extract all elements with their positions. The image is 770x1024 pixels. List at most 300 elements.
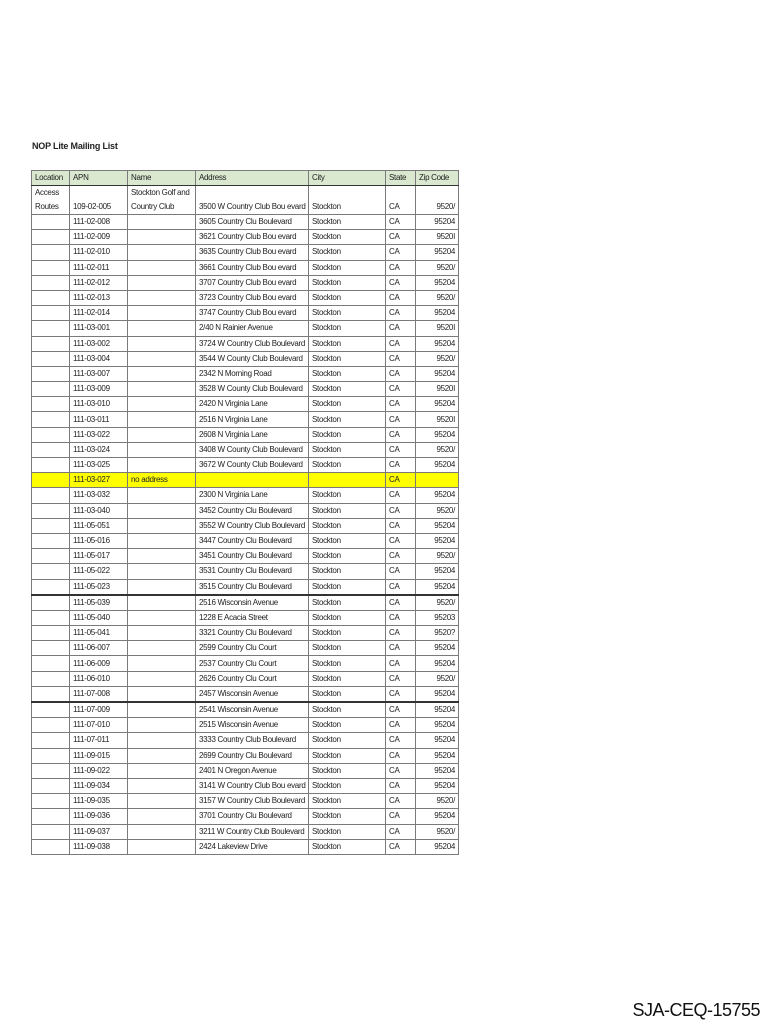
table-row bbox=[32, 564, 459, 579]
location-cell: Access Routes bbox=[32, 186, 70, 215]
apn-cell: 111-02-009 bbox=[70, 230, 128, 245]
apn-cell: 111-09-037 bbox=[70, 824, 128, 839]
address-cell: 3333 Country Club Boulevard bbox=[196, 733, 309, 748]
location-cell bbox=[32, 671, 70, 686]
location-cell bbox=[32, 336, 70, 351]
zip-cell: 95204 bbox=[416, 518, 459, 533]
apn-cell: 111-02-011 bbox=[70, 260, 128, 275]
table-row bbox=[32, 336, 459, 351]
city-cell: Stockton bbox=[309, 626, 386, 641]
city-cell: Stockton bbox=[309, 610, 386, 625]
apn-cell: 111-09-036 bbox=[70, 809, 128, 824]
table-row bbox=[32, 579, 459, 595]
city-cell: Stockton bbox=[309, 702, 386, 718]
apn-cell: 111-07-010 bbox=[70, 718, 128, 733]
state-cell: CA bbox=[386, 336, 416, 351]
address-cell: 2516 N Virginia Lane bbox=[196, 412, 309, 427]
city-cell: Stockton bbox=[309, 458, 386, 473]
city-cell: Stockton bbox=[309, 488, 386, 503]
city-cell: Stockton bbox=[309, 794, 386, 809]
address-cell: 2515 Wisconsin Avenue bbox=[196, 718, 309, 733]
name-cell bbox=[128, 748, 196, 763]
name-cell bbox=[128, 336, 196, 351]
table-row bbox=[32, 641, 459, 656]
zip-cell: 95204 bbox=[416, 702, 459, 718]
location-cell bbox=[32, 579, 70, 595]
table-row bbox=[32, 397, 459, 412]
address-cell: 2537 Country Clu Court bbox=[196, 656, 309, 671]
address-cell: 3157 W Country Club Boulevard bbox=[196, 794, 309, 809]
location-cell bbox=[32, 366, 70, 381]
table-row bbox=[32, 809, 459, 824]
apn-cell: 111-09-015 bbox=[70, 748, 128, 763]
zip-cell: 95204 bbox=[416, 763, 459, 778]
city-cell: Stockton bbox=[309, 549, 386, 564]
city-cell: Stockton bbox=[309, 778, 386, 793]
table-row bbox=[32, 366, 459, 381]
name-cell bbox=[128, 533, 196, 548]
zip-cell: 95204 bbox=[416, 245, 459, 260]
location-cell bbox=[32, 397, 70, 412]
name-cell bbox=[128, 351, 196, 366]
location-cell bbox=[32, 306, 70, 321]
state-cell: CA bbox=[386, 366, 416, 381]
address-cell: 3500 W Country Club Bou evard bbox=[196, 186, 309, 215]
apn-cell: 111-03-011 bbox=[70, 412, 128, 427]
name-cell bbox=[128, 579, 196, 595]
state-cell: CA bbox=[386, 626, 416, 641]
location-cell bbox=[32, 351, 70, 366]
address-cell: 3408 W County Club Boulevard bbox=[196, 442, 309, 457]
apn-cell: 111-03-002 bbox=[70, 336, 128, 351]
state-cell: CA bbox=[386, 290, 416, 305]
address-cell: 3141 W Country Club Bou evard bbox=[196, 778, 309, 793]
city-cell: Stockton bbox=[309, 427, 386, 442]
location-cell bbox=[32, 748, 70, 763]
city-cell: Stockton bbox=[309, 809, 386, 824]
state-cell: CA bbox=[386, 488, 416, 503]
table-row bbox=[32, 733, 459, 748]
address-cell: 3451 Country Clu Boulevard bbox=[196, 549, 309, 564]
apn-cell: 111-05-040 bbox=[70, 610, 128, 625]
col-header-state: State bbox=[386, 171, 416, 186]
address-cell: 2608 N Virginia Lane bbox=[196, 427, 309, 442]
apn-cell: 111-09-022 bbox=[70, 763, 128, 778]
zip-cell: 95204 bbox=[416, 397, 459, 412]
apn-cell: 111-03-032 bbox=[70, 488, 128, 503]
table-row bbox=[32, 321, 459, 336]
table-row bbox=[32, 518, 459, 533]
location-cell bbox=[32, 473, 70, 488]
zip-cell: 9520I bbox=[416, 230, 459, 245]
zip-cell: 95203 bbox=[416, 610, 459, 625]
table-row bbox=[32, 656, 459, 671]
city-cell: Stockton bbox=[309, 336, 386, 351]
address-cell: 3452 Country Clu Boulevard bbox=[196, 503, 309, 518]
state-cell: CA bbox=[386, 230, 416, 245]
state-cell: CA bbox=[386, 610, 416, 625]
apn-cell: 111-05-023 bbox=[70, 579, 128, 595]
name-cell bbox=[128, 641, 196, 656]
table-row bbox=[32, 839, 459, 854]
state-cell: CA bbox=[386, 442, 416, 457]
address-cell: 3724 W Country Club Boulevard bbox=[196, 336, 309, 351]
col-header-zip: Zip Code bbox=[416, 171, 459, 186]
address-cell: 3515 Country Clu Boulevard bbox=[196, 579, 309, 595]
col-header-address: Address bbox=[196, 171, 309, 186]
zip-cell: 95204 bbox=[416, 656, 459, 671]
city-cell: Stockton bbox=[309, 718, 386, 733]
location-cell bbox=[32, 427, 70, 442]
zip-cell: 95204 bbox=[416, 458, 459, 473]
state-cell: CA bbox=[386, 794, 416, 809]
name-cell: Stockton Golf and Country Club bbox=[128, 186, 196, 215]
location-cell bbox=[32, 488, 70, 503]
name-cell bbox=[128, 610, 196, 625]
state-cell: CA bbox=[386, 778, 416, 793]
address-cell: 3747 Country Club Bou evard bbox=[196, 306, 309, 321]
location-cell bbox=[32, 763, 70, 778]
state-cell: CA bbox=[386, 839, 416, 854]
table-row bbox=[32, 260, 459, 275]
apn-cell: 111-03-027 bbox=[70, 473, 128, 488]
state-cell: CA bbox=[386, 458, 416, 473]
table-row bbox=[32, 275, 459, 290]
apn-cell: 111-03-009 bbox=[70, 382, 128, 397]
location-cell bbox=[32, 595, 70, 611]
state-cell: CA bbox=[386, 518, 416, 533]
address-cell: 1228 E Acacia Street bbox=[196, 610, 309, 625]
col-header-location: Location bbox=[32, 171, 70, 186]
table-row bbox=[32, 626, 459, 641]
apn-cell: 111-07-008 bbox=[70, 686, 128, 702]
table-row bbox=[32, 595, 459, 611]
zip-cell: 95204 bbox=[416, 275, 459, 290]
zip-cell: 9520/ bbox=[416, 260, 459, 275]
state-cell: CA bbox=[386, 215, 416, 230]
name-cell bbox=[128, 809, 196, 824]
location-cell bbox=[32, 458, 70, 473]
name-cell bbox=[128, 412, 196, 427]
city-cell: Stockton bbox=[309, 442, 386, 457]
state-cell: CA bbox=[386, 686, 416, 702]
address-cell: 3531 Country Clu Boulevard bbox=[196, 564, 309, 579]
state-cell: CA bbox=[386, 564, 416, 579]
city-cell: Stockton bbox=[309, 564, 386, 579]
state-cell: CA bbox=[386, 671, 416, 686]
zip-cell: 95204 bbox=[416, 306, 459, 321]
state-cell: CA bbox=[386, 260, 416, 275]
location-cell bbox=[32, 809, 70, 824]
apn-cell: 111-02-008 bbox=[70, 215, 128, 230]
zip-cell: 95204 bbox=[416, 215, 459, 230]
zip-cell: 9520/ bbox=[416, 549, 459, 564]
name-cell bbox=[128, 275, 196, 290]
state-cell: CA bbox=[386, 397, 416, 412]
apn-cell: 111-03-022 bbox=[70, 427, 128, 442]
location-cell bbox=[32, 626, 70, 641]
mailing-list-table bbox=[31, 170, 459, 855]
zip-cell: 9520/ bbox=[416, 794, 459, 809]
state-cell: CA bbox=[386, 656, 416, 671]
city-cell: Stockton bbox=[309, 733, 386, 748]
location-cell bbox=[32, 839, 70, 854]
city-cell: Stockton bbox=[309, 306, 386, 321]
name-cell bbox=[128, 549, 196, 564]
name-cell bbox=[128, 427, 196, 442]
name-cell bbox=[128, 564, 196, 579]
state-cell: CA bbox=[386, 748, 416, 763]
col-header-city: City bbox=[309, 171, 386, 186]
apn-cell: 111-03-007 bbox=[70, 366, 128, 381]
city-cell: Stockton bbox=[309, 579, 386, 595]
apn-cell: 111-03-024 bbox=[70, 442, 128, 457]
zip-cell bbox=[416, 473, 459, 488]
name-cell bbox=[128, 366, 196, 381]
state-cell: CA bbox=[386, 809, 416, 824]
header-row bbox=[32, 171, 459, 186]
city-cell: Stockton bbox=[309, 382, 386, 397]
zip-cell: 95204 bbox=[416, 427, 459, 442]
city-cell: Stockton bbox=[309, 215, 386, 230]
location-cell bbox=[32, 686, 70, 702]
city-cell: Stockton bbox=[309, 503, 386, 518]
name-cell bbox=[128, 686, 196, 702]
address-cell: 2300 N Virginia Lane bbox=[196, 488, 309, 503]
address-cell: 3528 W County Club Boulevard bbox=[196, 382, 309, 397]
location-cell bbox=[32, 656, 70, 671]
zip-cell: 95204 bbox=[416, 686, 459, 702]
state-cell: CA bbox=[386, 412, 416, 427]
name-cell bbox=[128, 626, 196, 641]
address-cell: 2424 Lakeview Drive bbox=[196, 839, 309, 854]
state-cell: CA bbox=[386, 595, 416, 611]
state-cell: CA bbox=[386, 533, 416, 548]
zip-cell: 9520/ bbox=[416, 503, 459, 518]
city-cell: Stockton bbox=[309, 518, 386, 533]
address-cell: 3544 W County Club Boulevard bbox=[196, 351, 309, 366]
zip-cell: 9520/ bbox=[416, 671, 459, 686]
location-cell bbox=[32, 702, 70, 718]
table-row bbox=[32, 702, 459, 718]
state-cell: CA bbox=[386, 503, 416, 518]
address-cell: 3661 Country Club Bou evard bbox=[196, 260, 309, 275]
zip-cell: 9520/ bbox=[416, 186, 459, 215]
location-cell bbox=[32, 230, 70, 245]
apn-cell: 109-02-005 bbox=[70, 186, 128, 215]
zip-cell: 9520I bbox=[416, 321, 459, 336]
zip-cell: 95204 bbox=[416, 809, 459, 824]
zip-cell: 95204 bbox=[416, 718, 459, 733]
state-cell: CA bbox=[386, 427, 416, 442]
address-cell: 2420 N Virginia Lane bbox=[196, 397, 309, 412]
table-row bbox=[32, 382, 459, 397]
apn-cell: 111-05-022 bbox=[70, 564, 128, 579]
state-cell: CA bbox=[386, 763, 416, 778]
apn-cell: 111-02-010 bbox=[70, 245, 128, 260]
state-cell: CA bbox=[386, 275, 416, 290]
city-cell: Stockton bbox=[309, 656, 386, 671]
zip-cell: 9520I bbox=[416, 412, 459, 427]
city-cell: Stockton bbox=[309, 351, 386, 366]
address-cell: 2401 N Oregon Avenue bbox=[196, 763, 309, 778]
city-cell: Stockton bbox=[309, 641, 386, 656]
zip-cell: 95204 bbox=[416, 533, 459, 548]
name-cell bbox=[128, 778, 196, 793]
table-row bbox=[32, 549, 459, 564]
location-cell bbox=[32, 215, 70, 230]
table-row bbox=[32, 671, 459, 686]
location-cell bbox=[32, 794, 70, 809]
zip-cell: 9520/ bbox=[416, 351, 459, 366]
address-cell: 3621 Country Club Bou evard bbox=[196, 230, 309, 245]
location-cell bbox=[32, 518, 70, 533]
city-cell: Stockton bbox=[309, 230, 386, 245]
city-cell: Stockton bbox=[309, 595, 386, 611]
city-cell: Stockton bbox=[309, 412, 386, 427]
state-cell: CA bbox=[386, 186, 416, 215]
name-cell bbox=[128, 718, 196, 733]
col-header-apn: APN bbox=[70, 171, 128, 186]
location-cell bbox=[32, 290, 70, 305]
address-cell: 3605 Country Clu Boulevard bbox=[196, 215, 309, 230]
zip-cell: 95204 bbox=[416, 366, 459, 381]
name-cell bbox=[128, 518, 196, 533]
name-cell bbox=[128, 321, 196, 336]
city-cell: Stockton bbox=[309, 321, 386, 336]
address-cell: 3447 Country Clu Boulevard bbox=[196, 533, 309, 548]
address-cell: 3552 W Country Club Boulevard bbox=[196, 518, 309, 533]
city-cell: Stockton bbox=[309, 397, 386, 412]
name-cell bbox=[128, 245, 196, 260]
location-cell bbox=[32, 564, 70, 579]
table-row bbox=[32, 794, 459, 809]
table-row bbox=[32, 215, 459, 230]
document-id: SJA-CEQ-15755 bbox=[632, 1000, 760, 1020]
apn-cell: 111-05-051 bbox=[70, 518, 128, 533]
table-row bbox=[32, 748, 459, 763]
table-row bbox=[32, 533, 459, 548]
col-header-name: Name bbox=[128, 171, 196, 186]
address-cell: 3635 Country Club Bou evard bbox=[196, 245, 309, 260]
city-cell: Stockton bbox=[309, 245, 386, 260]
table-row bbox=[32, 412, 459, 427]
location-cell bbox=[32, 610, 70, 625]
apn-cell: 111-02-012 bbox=[70, 275, 128, 290]
city-cell: Stockton bbox=[309, 366, 386, 381]
location-cell bbox=[32, 778, 70, 793]
table-row bbox=[32, 473, 459, 488]
name-cell bbox=[128, 733, 196, 748]
city-cell: Stockton bbox=[309, 533, 386, 548]
state-cell: CA bbox=[386, 702, 416, 718]
address-cell: 3672 W County Club Boulevard bbox=[196, 458, 309, 473]
address-cell bbox=[196, 473, 309, 488]
address-cell: 2599 Country Clu Court bbox=[196, 641, 309, 656]
state-cell: CA bbox=[386, 733, 416, 748]
state-cell: CA bbox=[386, 641, 416, 656]
city-cell: Stockton bbox=[309, 290, 386, 305]
city-cell: Stockton bbox=[309, 748, 386, 763]
city-cell: Stockton bbox=[309, 275, 386, 290]
zip-cell: 9520I bbox=[416, 382, 459, 397]
state-cell: CA bbox=[386, 718, 416, 733]
address-cell: 3321 Country Clu Boulevard bbox=[196, 626, 309, 641]
state-cell: CA bbox=[386, 824, 416, 839]
location-cell bbox=[32, 245, 70, 260]
name-cell bbox=[128, 794, 196, 809]
location-cell bbox=[32, 442, 70, 457]
apn-cell: 111-06-007 bbox=[70, 641, 128, 656]
zip-cell: 95204 bbox=[416, 564, 459, 579]
address-cell: 3707 Country Club Bou evard bbox=[196, 275, 309, 290]
name-cell bbox=[128, 656, 196, 671]
table-row bbox=[32, 718, 459, 733]
name-cell bbox=[128, 824, 196, 839]
state-cell: CA bbox=[386, 245, 416, 260]
apn-cell: 111-03-001 bbox=[70, 321, 128, 336]
table-row bbox=[32, 488, 459, 503]
zip-cell: 95204 bbox=[416, 336, 459, 351]
table-row bbox=[32, 306, 459, 321]
name-cell bbox=[128, 442, 196, 457]
location-cell bbox=[32, 275, 70, 290]
apn-cell: 111-09-035 bbox=[70, 794, 128, 809]
apn-cell: 111-02-013 bbox=[70, 290, 128, 305]
state-cell: CA bbox=[386, 351, 416, 366]
name-cell bbox=[128, 230, 196, 245]
table-row bbox=[32, 351, 459, 366]
address-cell: 3211 W Country Club Boulevard bbox=[196, 824, 309, 839]
city-cell: Stockton bbox=[309, 824, 386, 839]
location-cell bbox=[32, 641, 70, 656]
table-row bbox=[32, 245, 459, 260]
address-cell: 3723 Country Club Bou evard bbox=[196, 290, 309, 305]
address-cell: 2699 Country Clu Boulevard bbox=[196, 748, 309, 763]
zip-cell: 95204 bbox=[416, 839, 459, 854]
state-cell: CA bbox=[386, 382, 416, 397]
city-cell bbox=[309, 473, 386, 488]
name-cell bbox=[128, 839, 196, 854]
apn-cell: 111-03-025 bbox=[70, 458, 128, 473]
name-cell bbox=[128, 595, 196, 611]
location-cell bbox=[32, 321, 70, 336]
table-row bbox=[32, 290, 459, 305]
name-cell bbox=[128, 260, 196, 275]
table-row bbox=[32, 763, 459, 778]
apn-cell: 111-05-017 bbox=[70, 549, 128, 564]
name-cell bbox=[128, 215, 196, 230]
address-cell: 3701 Country Clu Boulevard bbox=[196, 809, 309, 824]
zip-cell: 95204 bbox=[416, 579, 459, 595]
name-cell bbox=[128, 290, 196, 305]
location-cell bbox=[32, 718, 70, 733]
location-cell bbox=[32, 533, 70, 548]
apn-cell: 111-06-010 bbox=[70, 671, 128, 686]
location-cell bbox=[32, 412, 70, 427]
name-cell bbox=[128, 503, 196, 518]
table-row bbox=[32, 503, 459, 518]
table-row bbox=[32, 778, 459, 793]
state-cell: CA bbox=[386, 321, 416, 336]
location-cell bbox=[32, 549, 70, 564]
apn-cell: 111-05-039 bbox=[70, 595, 128, 611]
name-cell: no address bbox=[128, 473, 196, 488]
city-cell: Stockton bbox=[309, 763, 386, 778]
location-cell bbox=[32, 733, 70, 748]
zip-cell: 9520/ bbox=[416, 595, 459, 611]
zip-cell: 95204 bbox=[416, 641, 459, 656]
